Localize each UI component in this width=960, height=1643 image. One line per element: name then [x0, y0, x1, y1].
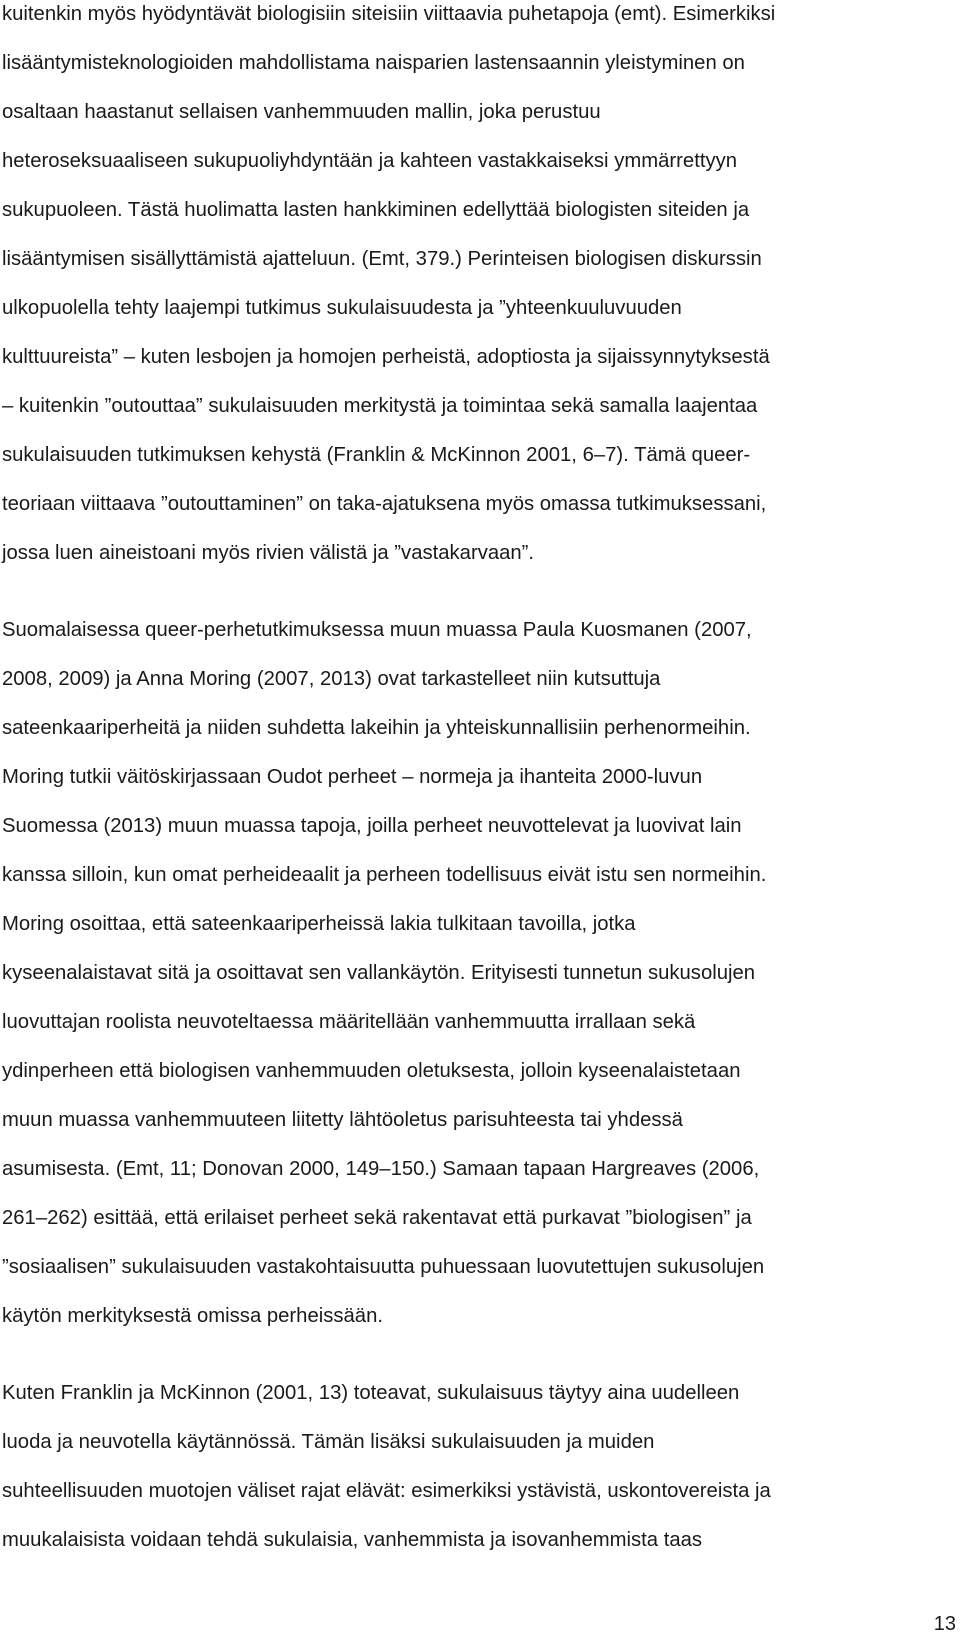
text-line: 261–262) esittää, että erilaiset perheet sekä rakentavat että purkavat ”biologisen” ja [2, 1207, 752, 1229]
text-line: 2008, 2009) ja Anna Moring (2007, 2013) ovat tarkastelleet niin kutsuttuja [2, 668, 661, 690]
text-line: Moring tutkii väitöskirjassaan Oudot perheet – normeja ja ihanteita 2000-luvun [2, 766, 703, 788]
text-line: Moring osoittaa, että sateenkaariperheissä lakia tulkitaan tavoilla, jotka [2, 913, 636, 935]
text-line: Suomessa (2013) muun muassa tapoja, joilla perheet neuvottelevat ja luovivat lain [2, 815, 742, 837]
text-line: kuitenkin myös hyödyntävät biologisiin siteisiin viittaavia puhetapoja (emt). Esimerkiksi [2, 3, 776, 25]
text-line: ulkopuolella tehty laajempi tutkimus sukulaisuudesta ja ”yhteenkuuluvuuden [2, 297, 682, 319]
text-line: Kuten Franklin ja McKinnon (2001, 13) toteavat, sukulaisuus täytyy aina uudelleen [2, 1382, 740, 1404]
text-line: kyseenalaistavat sitä ja osoittavat sen vallankäytön. Erityisesti tunnetun sukusolujen [2, 962, 756, 984]
text-line: heteroseksuaaliseen sukupuoliyhdyntään ja kahteen vastakkaiseksi ymmärrettyyn [2, 150, 738, 172]
text-line: käytön merkityksestä omissa perheissään. [2, 1305, 383, 1327]
text-line: suhteellisuuden muotojen väliset rajat elävät: esimerkiksi ystävistä, uskontovereista ja [2, 1480, 771, 1502]
text-line: luovuttajan roolista neuvoteltaessa määritellään vanhemmuutta irrallaan sekä [2, 1011, 696, 1033]
text-line: jossa luen aineistoani myös rivien välistä ja ”vastakarvaan”. [2, 542, 535, 564]
text-line: muukalaisista voidaan tehdä sukulaisia, vanhemmista ja isovanhemmista taas [2, 1529, 703, 1551]
text-line: ”sosiaalisen” sukulaisuuden vastakohtaisuutta puhuessaan luovutettujen sukusolujen [2, 1256, 765, 1278]
text-line: sateenkaariperheitä ja niiden suhdetta lakeihin ja yhteiskunnallisiin perhenormeihin. [2, 717, 751, 739]
text-line: osaltaan haastanut sellaisen vanhemmuuden mallin, joka perustuu [2, 101, 601, 123]
text-line: lisääntymisteknologioiden mahdollistama naisparien lastensaannin yleistyminen on [2, 52, 745, 74]
page-number: 13 [933, 1613, 956, 1635]
text-line: luoda ja neuvotella käytännössä. Tämän lisäksi sukulaisuuden ja muiden [2, 1431, 655, 1453]
text-line: lisääntymisen sisällyttämistä ajatteluun. (Emt, 379.) Perinteisen biologisen diskurssin [2, 248, 762, 270]
text-line: sukulaisuuden tutkimuksen kehystä (Franklin & McKinnon 2001, 6–7). Tämä queer- [2, 444, 751, 466]
text-line: kanssa silloin, kun omat perheideaalit ja perheen todellisuus eivät istu sen normeihin. [2, 864, 767, 886]
text-line: asumisesta. (Emt, 11; Donovan 2000, 149–150.) Samaan tapaan Hargreaves (2006, [2, 1158, 760, 1180]
text-line: – kuitenkin ”outouttaa” sukulaisuuden merkitystä ja toimintaa sekä samalla laajentaa [2, 395, 758, 417]
text-line: Suomalaisessa queer-perhetutkimuksessa muun muassa Paula Kuosmanen (2007, [2, 619, 752, 641]
text-line: muun muassa vanhemmuuteen liitetty lähtöoletus parisuhteesta tai yhdessä [2, 1109, 683, 1131]
text-line: kulttuureista” – kuten lesbojen ja homojen perheistä, adoptiosta ja sijaissynnytyksestä [2, 346, 770, 368]
text-line: ydinperheen että biologisen vanhemmuuden oletuksesta, jolloin kyseenalaistetaan [2, 1060, 741, 1082]
text-line: sukupuoleen. Tästä huolimatta lasten hankkiminen edellyttää biologisten siteiden ja [2, 199, 750, 221]
text-line: teoriaan viittaava ”outouttaminen” on taka-ajatuksena myös omassa tutkimuksessani, [2, 493, 767, 515]
